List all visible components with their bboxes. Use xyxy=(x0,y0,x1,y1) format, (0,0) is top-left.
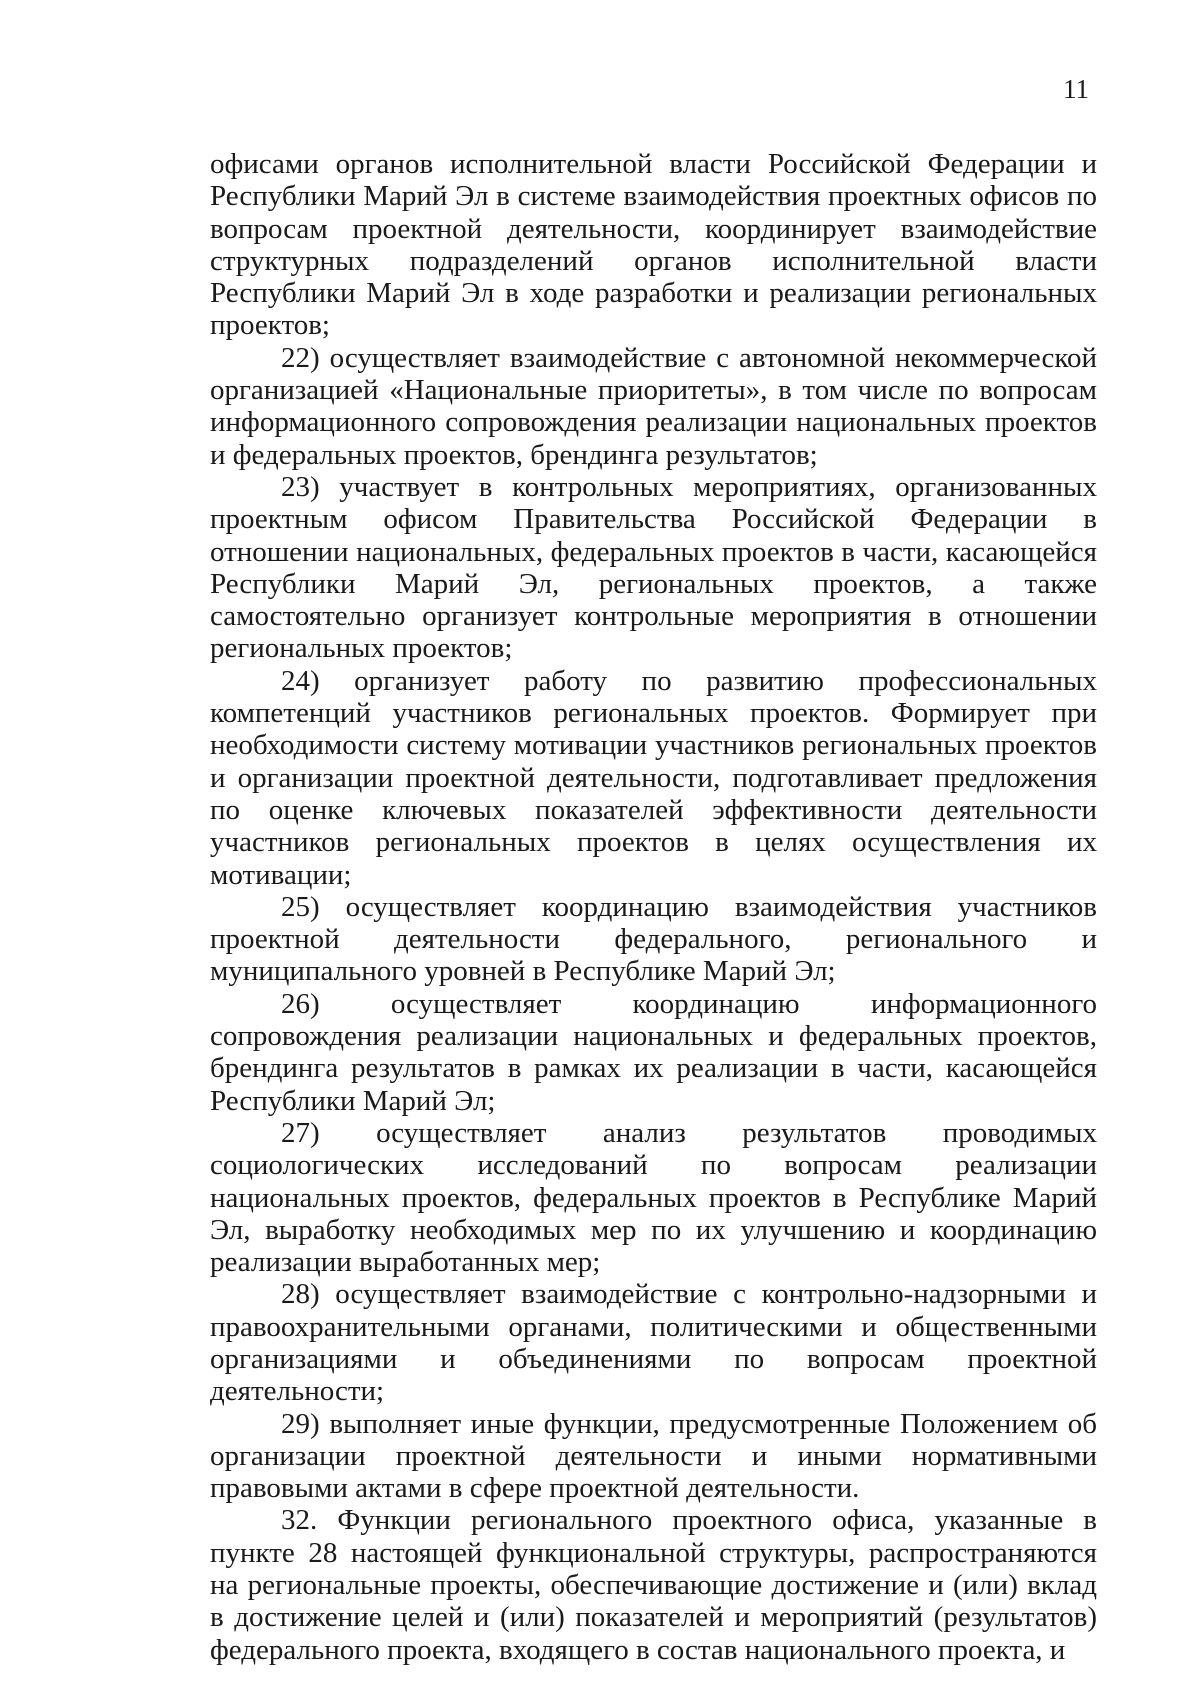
paragraph-item-28: 28) осуществляет взаимодействие с контрольно-надзорными и правоохранительными органами, политическими и общественными организациями и объединениями по вопросам проектной деятельности; xyxy=(210,1278,1097,1408)
page-number: 11 xyxy=(1063,74,1089,104)
paragraph-item-24: 24) организует работу по развитию профессиональных компетенций участников региональных проектов. Формирует при необходимости систему мотивации участников региональных проектов и организации проектной деятельности, подготавливает предложения по оценке ключевых показателей эффективности деятельности участников региональных проектов в целях осуществления их мотивации; xyxy=(210,664,1097,891)
document-body xyxy=(210,148,1097,1666)
paragraph-continuation: офисами органов исполнительной власти Российской Федерации и Республики Марий Эл в системе взаимодействия проектных офисов по вопросам проектной деятельности, координирует взаимодействие структурных подразделений органов исполнительной власти Республики Марий Эл в ходе разработки и реализации региональных проектов; xyxy=(210,148,1097,342)
paragraph-item-25: 25) осуществляет координацию взаимодействия участников проектной деятельности федерального, регионального и муниципального уровней в Республике Марий Эл; xyxy=(210,890,1097,988)
paragraph-section-32: 32. Функции регионального проектного офиса, указанные в пункте 28 настоящей функциональной структуры, распространяются на региональные проекты, обеспечивающие достижение и (или) вклад в достижение целей и (или) показателей и мероприятий (результатов) федерального проекта, входящего в состав национального проекта, и xyxy=(210,1504,1097,1666)
paragraph-item-22: 22) осуществляет взаимодействие с автономной некоммерческой организацией «Национальные приоритеты», в том числе по вопросам информационного сопровождения реализации национальных проектов и федеральных проектов, брендинга результатов; xyxy=(210,341,1097,471)
paragraph-item-23: 23) участвует в контрольных мероприятиях, организованных проектным офисом Правительства Российской Федерации в отношении национальных, федеральных проектов в части, касающейся Республики Марий Эл, региональных проектов, а также самостоятельно организует контрольные мероприятия в отношении региональных проектов; xyxy=(210,470,1097,665)
paragraph-item-26: 26) осуществляет координацию информационного сопровождения реализации национальных и федеральных проектов, брендинга результатов в рамках их реализации в части, касающейся Республики Марий Эл; xyxy=(210,987,1097,1117)
paragraph-item-29: 29) выполняет иные функции, предусмотренные Положением об организации проектной деятельности и иными нормативными правовыми актами в сфере проектной деятельности. xyxy=(210,1407,1097,1505)
paragraph-item-27: 27) осуществляет анализ результатов проводимых социологических исследований по вопросам реализации национальных проектов, федеральных проектов в Республике Марий Эл, выработку необходимых мер по их улучшению и координацию реализации выработанных мер; xyxy=(210,1116,1097,1279)
